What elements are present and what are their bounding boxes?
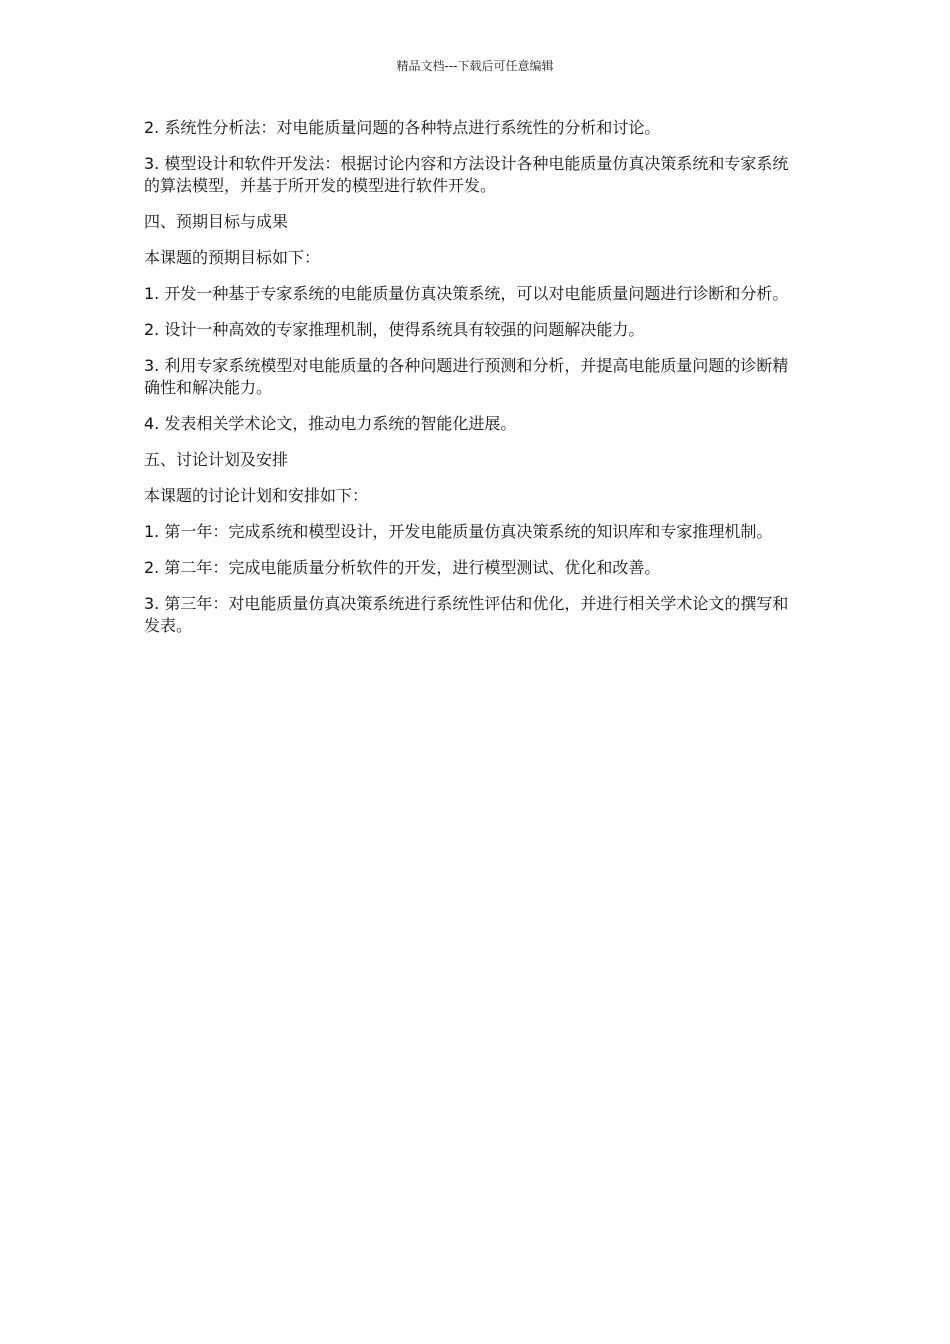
- list-item-goal-4: 4. 发表相关学术论文，推动电力系统的智能化进展。: [144, 414, 517, 433]
- section-heading-plan: 五、讨论计划及安排: [144, 450, 289, 469]
- list-item-plan-year-3: 3. 第三年：对电能质量仿真决策系统进行系统性评估和优化，并进行相关学术论文的撰写和发表。: [144, 594, 789, 635]
- paragraph-goals-intro: 本课题的预期目标如下：: [144, 248, 321, 267]
- document-body: [144, 117, 804, 651]
- page-header: 精品文档---下载后可任意编辑: [396, 59, 554, 73]
- paragraph-plan-intro: 本课题的讨论计划和安排如下：: [144, 486, 369, 505]
- section-heading-goals: 四、预期目标与成果: [144, 212, 289, 231]
- paragraph-method-systematic: 2. 系统性分析法：对电能质量问题的各种特点进行系统性的分析和讨论。: [144, 118, 661, 137]
- list-item-goal-2: 2. 设计一种高效的专家推理机制，使得系统具有较强的问题解决能力。: [144, 320, 645, 339]
- paragraph-method-model-software: 3. 模型设计和软件开发法：根据讨论内容和方法设计各种电能质量仿真决策系统和专家系统的算法模型，并基于所开发的模型进行软件开发。: [144, 154, 789, 195]
- list-item-plan-year-2: 2. 第二年：完成电能质量分析软件的开发，进行模型测试、优化和改善。: [144, 558, 661, 577]
- list-item-plan-year-1: 1. 第一年：完成系统和模型设计，开发电能质量仿真决策系统的知识库和专家推理机制。: [144, 522, 773, 541]
- list-item-goal-3: 3. 利用专家系统模型对电能质量的各种问题进行预测和分析，并提高电能质量问题的诊断精确性和解决能力。: [144, 356, 789, 397]
- list-item-goal-1: 1. 开发一种基于专家系统的电能质量仿真决策系统，可以对电能质量问题进行诊断和分析。: [144, 284, 789, 303]
